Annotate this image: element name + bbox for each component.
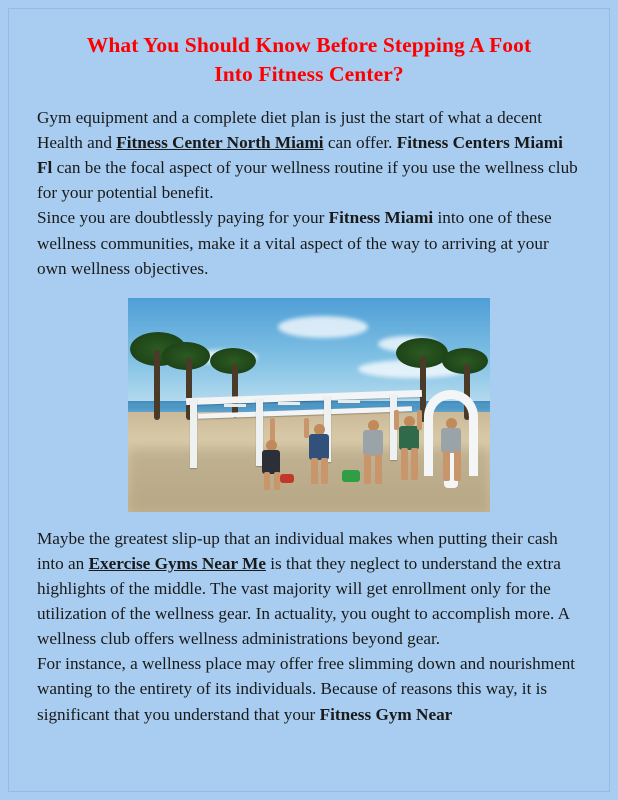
page-title-line-1: What You Should Know Before Stepping A Foot (86, 33, 532, 57)
paragraph-2-bold-1: Fitness Miami (328, 208, 434, 228)
page-content-area (8, 8, 610, 792)
person-arm (304, 418, 309, 438)
paragraph-4-bold-1: Fitness Gym Near (319, 704, 453, 724)
cloud-shape (278, 316, 368, 338)
paragraph-4-text-1: For instance, a wellness place may offer free slimming down and nourishment wanting to the entirety of its individuals. Because of reasons this way, it is significant that you understand that your (37, 654, 576, 724)
paragraph-3 (37, 526, 581, 652)
gym-rig-post (190, 398, 197, 468)
bottom-spacer (37, 727, 581, 733)
person-torso (399, 426, 419, 450)
person-torso (309, 434, 329, 460)
person-torso (441, 428, 461, 453)
paragraph-2-text-2: into one of these wellness communities, make it a vital aspect of the way to arriving at your own wellness objectives. (37, 208, 552, 278)
paragraph-1 (37, 105, 581, 205)
person-leg (454, 451, 461, 481)
link-exercise-gyms-near-me[interactable]: Exercise Gyms Near Me (88, 553, 266, 573)
person-leg (443, 451, 450, 481)
person-torso (262, 450, 280, 474)
link-fitness-center-north-miami[interactable]: Fitness Center North Miami (116, 133, 324, 153)
photo-beach-gym (128, 298, 490, 512)
person-arm (394, 410, 399, 430)
person-leg (364, 454, 371, 484)
gym-rig-rung (338, 400, 360, 403)
paragraph-2-text-1: Since you are doubtlessly paying for your (37, 208, 329, 228)
paragraph-1-bold-1: Fitness Centers Miami Fl (37, 133, 563, 178)
page-title-line-2: Into Fitness Center? (214, 62, 404, 87)
person-leg (311, 458, 318, 484)
palm-tree-trunk (232, 364, 238, 418)
person-leg (274, 472, 280, 490)
paragraph-3-text-2: is that they neglect to understand the extra highlights of the middle. The vast majority will get enrollment only for the utilization of the wellness gear. In actuality, you ought to accomplish more. A wellness club offers wellness administrations beyond gear. (37, 553, 570, 649)
document-body (37, 105, 581, 733)
paragraph-1-text-2: can offer. (323, 133, 397, 153)
gym-rig-rung (224, 404, 246, 407)
gym-bag (280, 474, 294, 483)
page-title (37, 31, 581, 89)
gym-bag (342, 470, 360, 482)
paragraph-1-text-1: Gym equipment and a complete diet plan is just the start of what a decent Health and (37, 108, 542, 153)
palm-tree-trunk (154, 350, 160, 420)
paragraph-2 (37, 205, 581, 280)
person-leg (321, 458, 328, 484)
person-leg (401, 448, 408, 480)
person-leg (375, 454, 382, 484)
person-leg (411, 448, 418, 480)
paragraph-1-text-3: can be the focal aspect of your wellness routine if you use the wellness club for your potential benefit. (37, 158, 578, 203)
paragraph-4 (37, 651, 581, 726)
gym-rig-rung (278, 402, 300, 405)
figure-beach-gym (37, 298, 581, 512)
person-torso (363, 430, 383, 456)
person-arm (417, 410, 422, 430)
paragraph-3-text-1: Maybe the greatest slip-up that an individual makes when putting their cash into an (37, 528, 558, 573)
person-leg (264, 472, 270, 490)
